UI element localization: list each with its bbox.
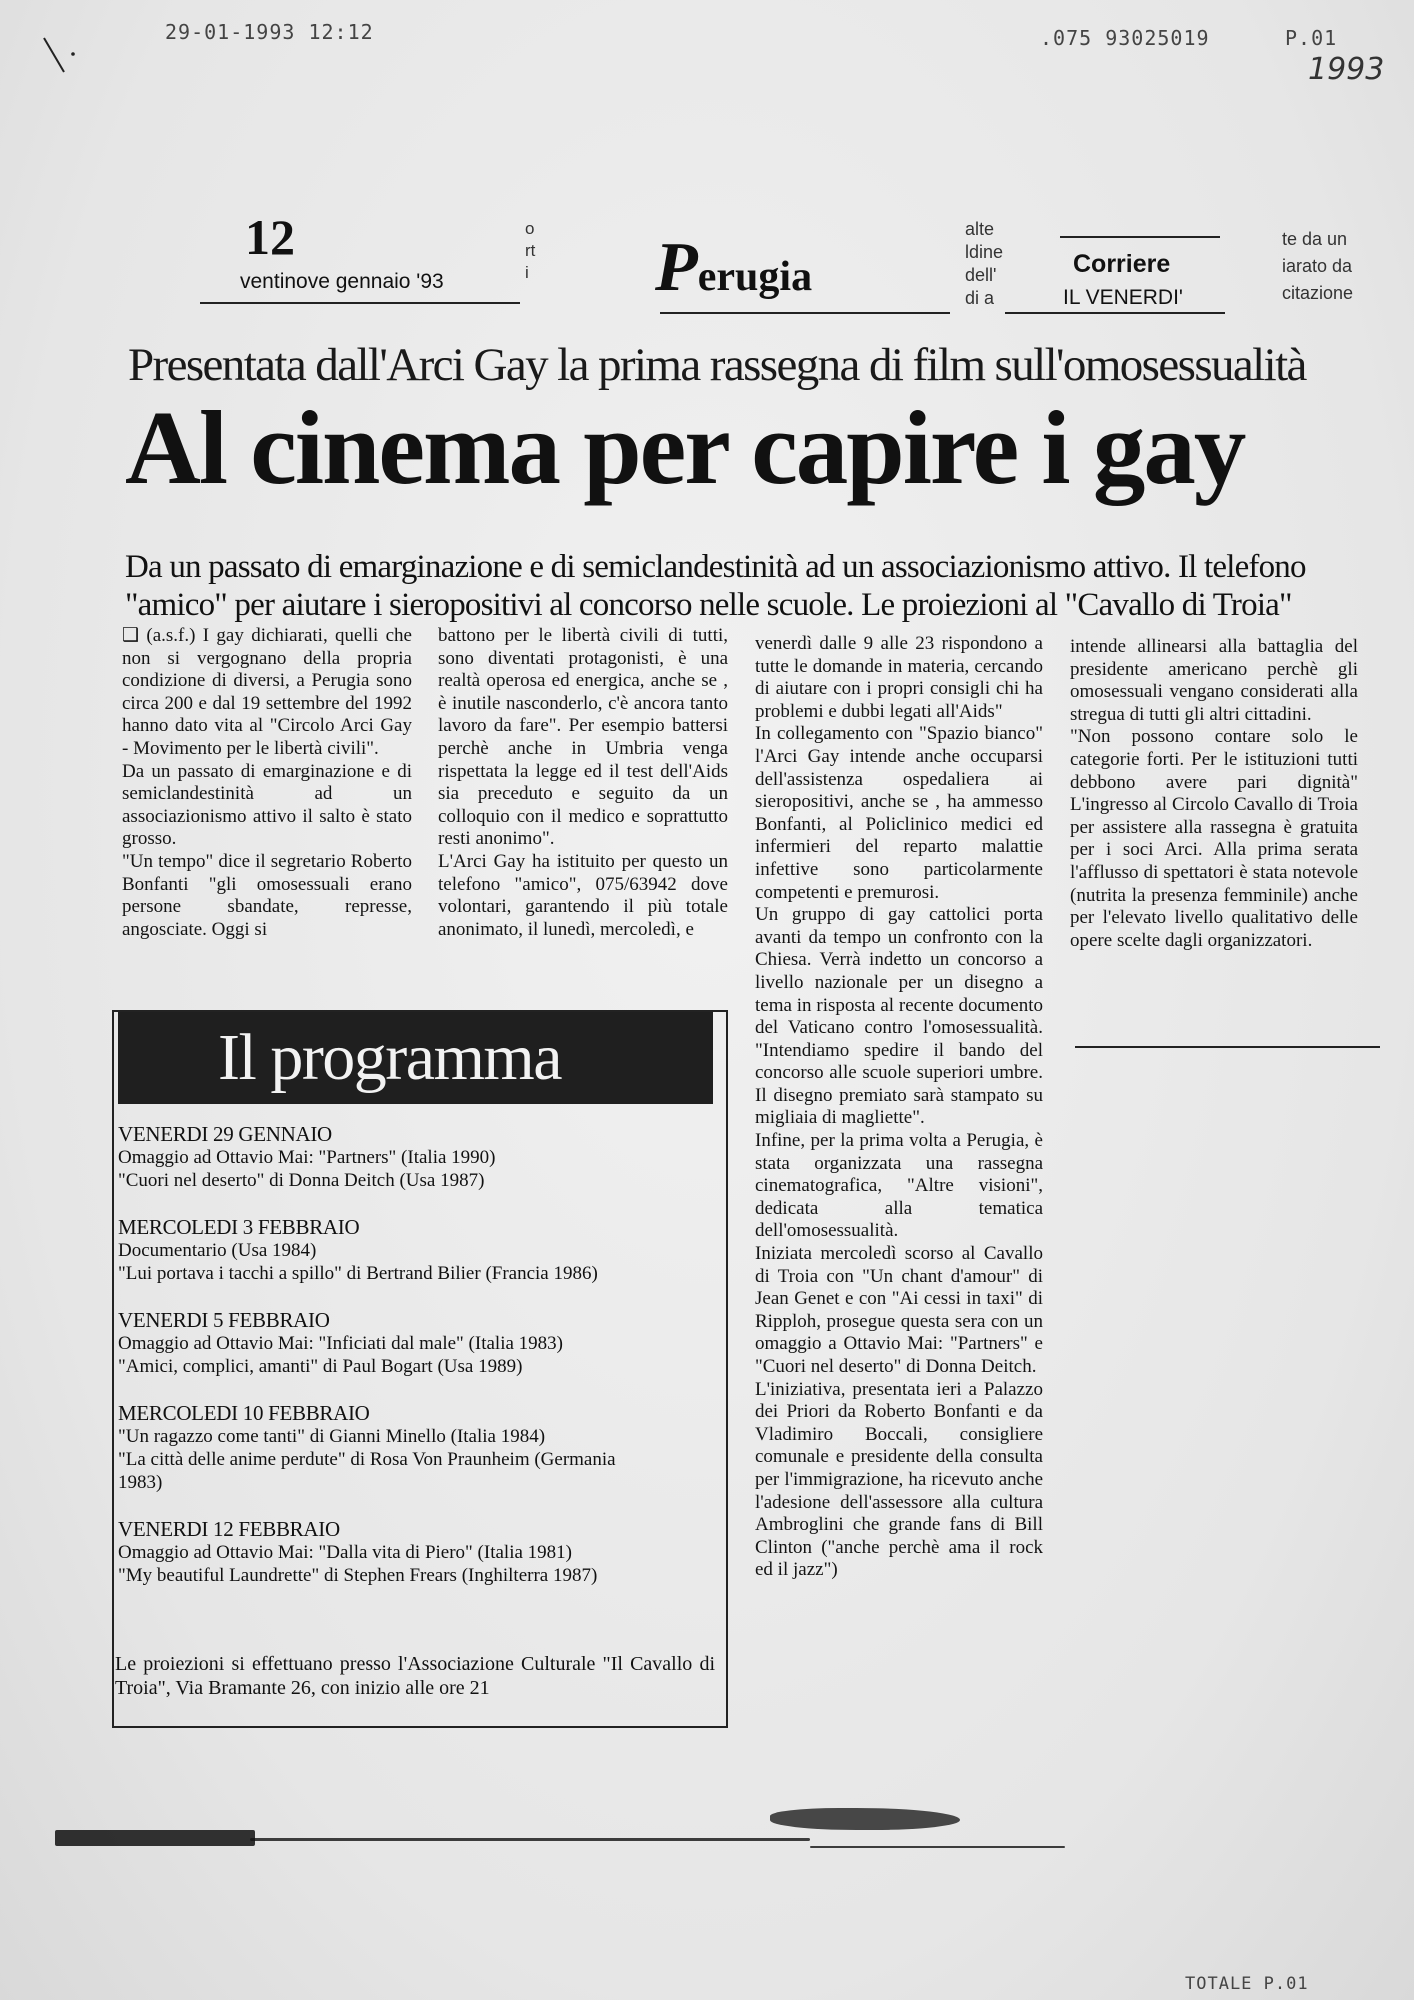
article-column-1: [122, 625, 412, 941]
fax-page-number: P.01: [1285, 26, 1338, 50]
event-line: Omaggio ad Ottavio Mai: "Inficiati dal male" (Italia 1983): [118, 1333, 563, 1354]
masthead-rule-right-top: [1060, 236, 1220, 238]
issue-date: ventinove gennaio '93: [240, 270, 444, 293]
programme-list: [118, 1123, 718, 1611]
event-line: Omaggio ad Ottavio Mai: "Dalla vita di Piero" (Italia 1981): [118, 1542, 572, 1563]
paragraph: battono per le libertà civili di tutti, sono diventati protagonisti, è una realtà operosa ed energica, anche se , è inutile nasconderlo, c'è ancora tanto lavoro da fare". Per esempio battersi perchè anche in Umbria venga rispettata la legge ed il test dell'Aids sia preceduto e seguito da un colloquio con il medico e soprattutto resti anonimo".: [438, 625, 728, 850]
subhead-line: Da un passato di emarginazione e di semiclandestinità ad un associazionismo attivo. Il telefono: [125, 549, 1306, 585]
programme-event: [118, 1402, 718, 1494]
event-date: MERCOLEDI 3 FEBBRAIO: [118, 1215, 360, 1239]
event-line: Omaggio ad Ottavio Mai: "Partners" (Italia 1990): [118, 1147, 496, 1168]
paragraph: ❑ (a.s.f.) I gay dichiarati, quelli che non si vergognano della propria condizione di diversi, a Perugia sono circa 200 e dal 19 settembre del 1992 hanno dato vita al "Circolo Arci Gay - Movimento per le libertà civili".: [122, 625, 412, 759]
article-column-4: [1070, 636, 1358, 952]
column-end-rule: [1075, 1046, 1380, 1048]
masthead-fragments-center: alte ldine dell' di a: [965, 219, 1004, 308]
scan-smear: [55, 1830, 255, 1846]
article-column-2: [438, 625, 728, 941]
scan-smear: [770, 1808, 960, 1830]
fax-total-pages: TOTALE P.01: [1185, 1974, 1309, 1994]
paragraph: L'iniziativa, presentata ieri a Palazzo dei Priori da Roberto Bonfanti e da Vladimiro Boccali, consigliere comunale e presidente della consulta per l'immigrazione, ha ricevuto anche l'adesione dell'assessore alla cultura Ambroglini che grande fans di Bill Clinton ("anche perchè ama il rock ed il jazz"): [755, 1378, 1043, 1581]
masthead-rule-right: [1005, 312, 1225, 314]
paragraph: In collegamento con "Spazio bianco" l'Arci Gay intende anche occuparsi dell'assistenza ospedaliera ai sieropositivi, anche se , ha ammesso Bonfanti, al Policlinico medici ed infermieri del reparto malattie infettive sono particolarmente competenti e premurosi.: [755, 723, 1043, 903]
city-rest: erugia: [697, 254, 813, 300]
programme-title: Il programma: [118, 1012, 713, 1104]
programme-event: [118, 1518, 718, 1587]
event-date: VENERDI 5 FEBBRAIO: [118, 1308, 330, 1332]
article-subhead: [125, 548, 1365, 624]
newspaper-name: Corriere: [1073, 250, 1171, 278]
event-line: "La città delle anime perdute" di Rosa Von Praunheim (Germania: [118, 1449, 616, 1470]
paragraph: L'Arci Gay ha istituito per questo un telefono "amico", 075/63942 dove volontari, garantendo il più totale anonimato, il lunedì, mercoledì, e: [438, 850, 728, 940]
masthead-rule-center: [660, 312, 950, 314]
programme-note: Le proiezioni si effettuano presso l'Associazione Culturale "Il Cavallo di Troia", Via Bramante 26, con inizio alle ore 21: [115, 1653, 715, 1699]
programme-event: [118, 1123, 718, 1192]
scan-smear: [250, 1838, 810, 1841]
subhead-line: "amico" per aiutare i sieropositivi al concorso nelle scuole. Le proiezioni al "Cavallo di Troia": [125, 587, 1292, 623]
event-line: 1983): [118, 1472, 163, 1493]
paragraph: Da un passato di emarginazione e di semiclandestinità ad un associazionismo attivo il salto è stato grosso.: [122, 760, 412, 850]
event-line: "Cuori nel deserto" di Donna Deitch (Usa 1987): [118, 1170, 485, 1191]
programme-event: [118, 1309, 718, 1378]
paragraph: Iniziata mercoledì scorso al Cavallo di Troia con "Un chant d'amour" di Jean Genet e con "Ai cessi in taxi" di Ripploh, prosegue questa sera con un omaggio a Ottavio Mai: "Partners" e "Cuori nel deserto" di Donna Deitch.: [755, 1243, 1043, 1377]
event-line: "Amici, complici, amanti" di Paul Bogart (Usa 1989): [118, 1356, 523, 1377]
event-line: "Lui portava i tacchi a spillo" di Bertrand Bilier (Francia 1986): [118, 1263, 598, 1284]
paragraph: intende allinearsi alla battaglia del presidente americano perchè gli omosessuali vengano considerati alla stregua di tutti gli altri cittadini.: [1070, 636, 1358, 725]
event-line: "Un ragazzo come tanti" di Gianni Minello (Italia 1984): [118, 1426, 546, 1447]
event-date: MERCOLEDI 10 FEBBRAIO: [118, 1401, 370, 1425]
masthead-rule-left: [200, 302, 520, 304]
paragraph: Un gruppo di gay cattolici porta avanti da tempo un confronto con la Chiesa. Verrà indetto un concorso a livello nazionale per un disegno a tema in risposta al recente documento del Vaticano contro l'omosessualità. "Intendiamo spedire il bando del concorso alle scuole superiori umbre. Il disegno premiato sarà stampato su migliaia di magliette".: [755, 904, 1043, 1129]
paragraph: Infine, per la prima volta a Perugia, è stata organizzata una rassegna cinematografica, "Altre visioni", dedicata alla tematica dell'omosessualità.: [755, 1130, 1043, 1242]
article-column-3: [755, 633, 1043, 1582]
article-headline: Al cinema per capire i gay: [125, 389, 1245, 506]
section-city-title: [655, 228, 812, 308]
paragraph: venerdì dalle 9 alle 23 rispondono a tutte le domande in materia, cercando di aiutare con i propri consigli chi ha problemi e dubbi legati all'Aids": [755, 633, 1043, 722]
masthead-fragments-right: te da un iarato da citazione: [1282, 229, 1354, 303]
fax-timestamp: 29-01-1993 12:12: [165, 20, 374, 44]
paragraph: "Non possono contare solo le categorie forti. Per le istituzioni tutti debbono avere pari dignità" L'ingresso al Circolo Cavallo di Troia per assistere alla rassegna è gratuita per i soci Arci. Alla prima serata l'afflusso di spettatori è stata notevole (nutrita la presenza femminile) anche per l'elevato livello qualitativo delle opere scelte dagli organizzatori.: [1070, 726, 1358, 951]
paragraph: "Un tempo" dice il segretario Roberto Bonfanti "gli omosessuali erano persone sbandate, represse, angosciate. Oggi si: [122, 850, 412, 940]
edition-name: IL VENERDI': [1063, 286, 1183, 309]
event-date: VENERDI 29 GENNAIO: [118, 1122, 332, 1146]
event-date: VENERDI 12 FEBBRAIO: [118, 1517, 340, 1541]
article-kicker: Presentata dall'Arci Gay la prima rassegna di film sull'omosessualità: [128, 339, 1306, 391]
event-line: "My beautiful Laundrette" di Stephen Frears (Inghilterra 1987): [118, 1565, 598, 1586]
city-initial: P: [655, 229, 698, 306]
fax-phone: .075 93025019: [1040, 26, 1210, 50]
pen-stroke-mark: [38, 32, 78, 82]
handwritten-year: 1993: [1308, 52, 1385, 87]
masthead-fragments-left: o rt i: [525, 219, 536, 282]
page-number: 12: [245, 209, 295, 265]
event-line: Documentario (Usa 1984): [118, 1240, 317, 1261]
programme-event: [118, 1216, 718, 1285]
scan-smear: [810, 1846, 1065, 1848]
